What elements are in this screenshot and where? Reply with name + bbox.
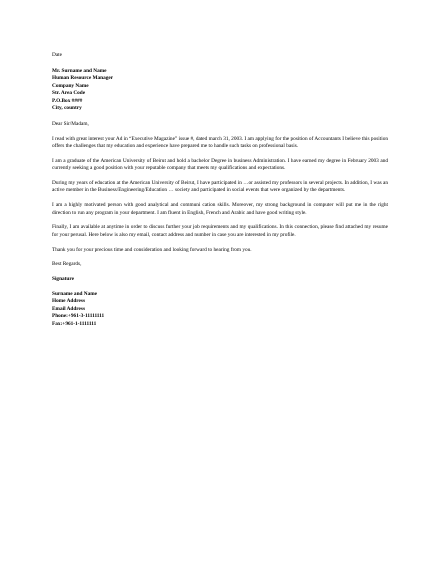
recipient-name: Mr. Surname and Name [52,67,107,74]
spacer [52,112,388,121]
recipient-area-code: Str. Area Code [52,90,86,97]
body-paragraph: Thank you for your precious time and consideration and looking forward to hearing from you. [52,246,252,253]
date-label: Date [52,52,62,58]
recipient-po-box: P.O.Box #### [52,97,83,104]
recipient-company: Company Name [52,82,89,89]
sender-fax: Fax:+961-1-1111111 [52,320,97,327]
body-paragraph: I read with great interest your Ad in “Executive Magazine” issue #, dated march 31, 2003. I am applying for the position of Accountants I believe this position offers the challenges that my education and experience have prepared me to handle such tasks on professional basis. [52,135,388,150]
salutation: Dear Sir/Madam, [52,120,89,127]
recipient-title: Human Resource Manager [52,75,114,82]
letter-content [52,52,388,328]
recipient-city-country: City, country [52,104,82,111]
body-paragraph: During my years of education at the American University of Beirut, I have participated in …or assisted my professors in several projects. In addition, I was an active member in the Business/Engineering/Education … society and participated in social events that were organized by the departments. [52,180,388,194]
sender-name: Surname and Name [52,291,98,298]
sender-email-address: Email Address [52,305,86,312]
body-paragraph: I am a highly motivated person with good analytical and communi cation skills. Moreover, my strong background in computer will put me in the right direction to run any program in your department. I am fluent in English, French and Arabic and have good writing style. [52,202,388,216]
sender-home-address: Home Address [52,298,86,305]
sender-phone: Phone:+961-3-11111111 [52,313,105,320]
closing: Best Regards, [52,261,82,268]
signature: Signature [52,276,74,283]
body-paragraph: Finally, I am available at anytime in order to discuss further your job requirements and my qualifications. In this connection, please find attached my resume for your perusal. Here below is also my email, contact address and number in case you are interested in my profile. [52,224,388,238]
body-paragraph: I am a graduate of the American University of Beirut and hold a bachelor Degree in business Administration. I have earned my degree in February 2003 and currently seeking a good position with your reputable company that meets my qualifications and expectations. [52,157,388,172]
